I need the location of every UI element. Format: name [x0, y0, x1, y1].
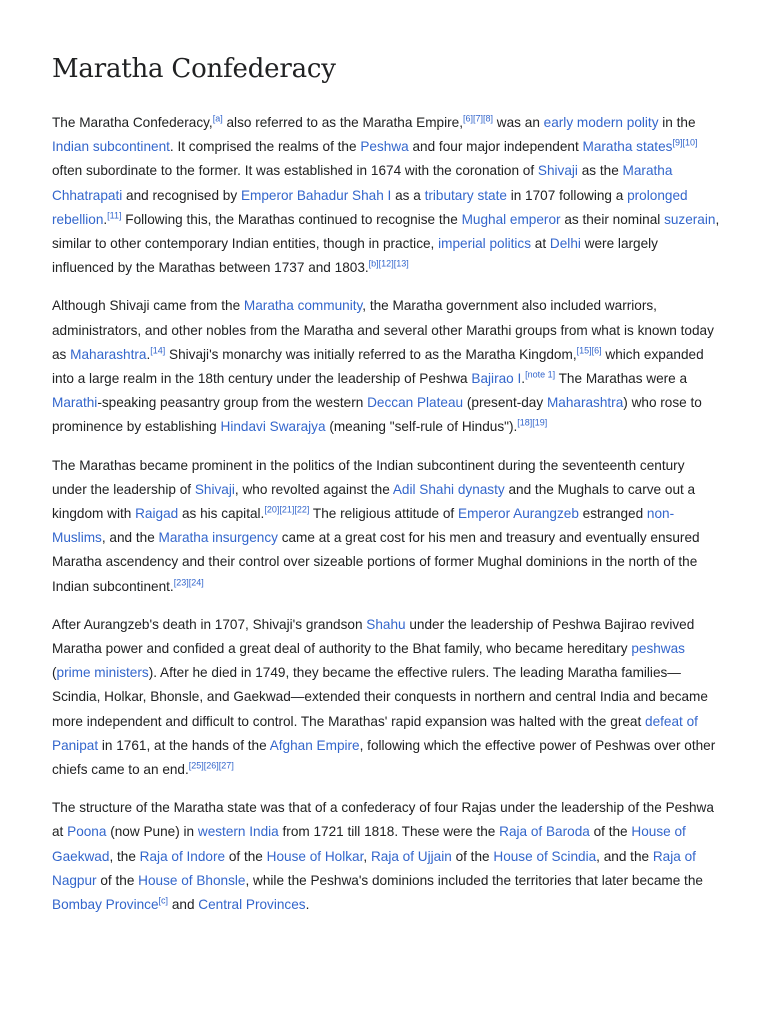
footnote-link[interactable]: [18][19]	[517, 417, 548, 428]
footnote-reference	[264, 505, 309, 515]
footnote-reference	[525, 370, 555, 380]
article-link[interactable]: Maratha community	[243, 298, 363, 314]
text-run: .	[146, 346, 151, 362]
text-run: (present-day	[463, 395, 547, 411]
text-run: also referred to as the Maratha Empire,	[222, 115, 463, 130]
text-run: (now Pune) in	[106, 824, 198, 840]
text-run: The religious attitude of	[309, 506, 458, 522]
footnote-link[interactable]: [a]	[212, 113, 223, 124]
footnote-reference	[150, 345, 165, 355]
article-link[interactable]: Shivaji	[194, 481, 235, 497]
text-run: The Marathas were a	[555, 371, 688, 387]
article-link[interactable]: Bajirao I	[471, 371, 522, 387]
article-link[interactable]: suzerain	[664, 211, 716, 227]
text-run: . It comprised the realms of the	[169, 139, 361, 155]
article-link[interactable]: tributary state	[424, 187, 507, 203]
footnote-link[interactable]: [14]	[150, 345, 166, 356]
footnote-link[interactable]: [9][10]	[672, 137, 698, 148]
text-run: in 1707 following a	[506, 187, 628, 203]
text-run: , similar to other contemporary Indian entities, though in practice,	[52, 211, 720, 252]
article-link[interactable]: Maharashtra	[546, 395, 624, 411]
text-run: and the Mughals to carve out a kingdom with	[52, 481, 696, 522]
article-link[interactable]: House of Scindia	[493, 848, 597, 864]
text-run: in 1761, at the hands of the	[98, 737, 270, 753]
article-link[interactable]: Raja of Ujjain	[370, 848, 452, 864]
footnote-reference	[369, 259, 409, 269]
footnote-reference	[577, 345, 602, 355]
article-link[interactable]: Emperor Bahadur Shah I	[240, 187, 392, 203]
text-run: which expanded into a large realm in the 18th century under the leadership of Peshwa	[52, 346, 704, 387]
article-link[interactable]: peshwas	[631, 641, 685, 657]
article-link[interactable]: Maratha Chhatrapati	[52, 163, 673, 203]
article-link[interactable]: Delhi	[549, 236, 581, 252]
footnote-link[interactable]: [25][26][27]	[188, 760, 234, 771]
footnote-link[interactable]: [6][7][8]	[463, 113, 494, 124]
article-link[interactable]: Raja of Indore	[139, 848, 226, 864]
article-link[interactable]: Emperor Aurangzeb	[458, 506, 579, 522]
article-content	[52, 0, 720, 917]
footnote-link[interactable]: [note 1]	[525, 369, 556, 380]
article-link[interactable]: Adil Shahi dynasty	[392, 481, 505, 497]
footnote-reference	[213, 113, 223, 123]
footnote-link[interactable]: [c]	[158, 895, 169, 906]
article-link[interactable]: Maharashtra	[70, 346, 147, 362]
text-run: and recognised by	[122, 187, 241, 203]
footnote-link[interactable]: [11]	[107, 210, 122, 221]
text-run: from 1721 till 1818. These were the	[278, 824, 500, 840]
article-link[interactable]: Hindavi Swarajya	[220, 419, 326, 435]
article-link[interactable]: Indian subcontinent	[52, 139, 170, 155]
article-link[interactable]: western India	[197, 824, 279, 840]
text-run: After Aurangzeb's death in 1707, Shivaji's grandson	[52, 616, 367, 632]
article-link[interactable]: prolonged rebellion	[52, 187, 688, 227]
article-link[interactable]: Shivaji	[537, 163, 578, 179]
text-run: , following which the effective power of Peshwas over other chiefs came to an end.	[52, 737, 716, 778]
text-run: of the	[451, 848, 494, 864]
text-run: under the leadership of Peshwa Bajirao revived Maratha power and confided a great deal of authority to the Bhat family, who became hereditary	[52, 616, 695, 657]
article-link[interactable]: Raigad	[135, 506, 179, 522]
text-run: ). After he died in 1749, they became the effective rulers. The leading Maratha families—Scindia, Holkar, Bhonsle, and Gaekwad—extended their conquests in northern and central India and became more independent and difficult to control. The Marathas' rapid expansion was halted with the great	[52, 665, 708, 729]
page-title: Maratha Confederacy	[52, 54, 336, 84]
text-run: were largely influenced by the Marathas between 1737 and 1803.	[52, 236, 658, 276]
article-link[interactable]: Shahu	[366, 616, 406, 632]
article-link[interactable]: Raja of Baroda	[499, 824, 590, 840]
article-link[interactable]: Mughal emperor	[461, 211, 561, 227]
article-link[interactable]: prime ministers	[56, 665, 149, 681]
article-link[interactable]: Marathi	[52, 395, 98, 411]
text-run: of the	[589, 824, 632, 840]
text-run: as his capital.	[178, 506, 265, 522]
text-run: Although Shivaji came from the	[52, 298, 244, 314]
article-link[interactable]: Afghan Empire	[269, 737, 360, 753]
text-run: Shivaji's monarchy was initially referred to as the Maratha Kingdom,	[165, 346, 577, 362]
article-link[interactable]: Raja of Nagpur	[52, 848, 696, 888]
article-link[interactable]: Peshwa	[360, 139, 409, 155]
article-link[interactable]: Poona	[67, 824, 107, 840]
footnote-link[interactable]: [b][12][13]	[368, 258, 409, 269]
article-link[interactable]: Maratha states	[582, 139, 673, 155]
text-run: and	[168, 897, 199, 913]
text-run: The Maratha Confederacy,	[52, 115, 213, 130]
text-run: as their nominal	[560, 211, 665, 227]
article-link[interactable]: early modern polity	[543, 115, 659, 130]
text-run: of the	[225, 848, 267, 864]
article-link[interactable]: Maratha insurgency	[158, 530, 278, 546]
text-run: ) who rose to prominence by establishing	[52, 395, 702, 435]
article-link[interactable]: Bombay Province	[52, 897, 159, 913]
text-run: Following this, the Marathas continued to recognise the	[121, 211, 462, 227]
text-run: , and the	[101, 530, 159, 546]
article-link[interactable]: Central Provinces	[198, 897, 306, 913]
footnote-reference	[189, 761, 234, 771]
text-run: The Marathas became prominent in the politics of the Indian subcontinent during the seventeenth century under the leadership of	[52, 457, 685, 497]
text-run: -speaking peasantry group from the western	[97, 395, 368, 411]
text-run: estranged	[578, 506, 647, 522]
footnote-reference	[159, 896, 169, 906]
text-run: as the	[577, 163, 623, 179]
paragraph-4	[52, 613, 720, 782]
paragraph-2	[52, 294, 720, 439]
text-run: .	[305, 897, 310, 913]
text-run: , who revolted against the	[234, 481, 393, 497]
paragraph-5	[52, 796, 720, 917]
text-run: as a	[391, 187, 425, 203]
text-run: often subordinate to the former. It was established in 1674 with the coronation of	[52, 163, 538, 179]
paragraph-1	[52, 111, 720, 280]
text-run: .	[521, 371, 526, 387]
text-run: of the	[96, 872, 139, 888]
text-run: came at a great cost for his men and treasury and eventually ensured Maratha ascendency and their control over sizeable portions of former Mughal dominions in the north of the Indian subcontinent.	[52, 530, 700, 594]
footnote-reference	[174, 577, 204, 587]
article-link[interactable]: defeat of Panipat	[52, 713, 698, 753]
article-link[interactable]: Deccan Plateau	[367, 395, 464, 411]
text-run: and four major independent	[408, 139, 583, 155]
text-run: .	[103, 211, 108, 227]
text-run: (meaning "self-rule of Hindus").	[325, 419, 518, 435]
article-link[interactable]: House of Bhonsle	[138, 872, 246, 888]
text-run: (	[52, 665, 57, 681]
text-run: , and the	[596, 848, 653, 864]
text-run: ,	[363, 848, 371, 864]
article-link[interactable]: non-Muslims	[52, 506, 675, 546]
paragraph-3	[52, 454, 720, 599]
footnote-reference	[107, 210, 121, 220]
footnote-reference	[463, 113, 493, 123]
article-link[interactable]: House of Gaekwad	[52, 824, 686, 864]
article-link[interactable]: imperial politics	[438, 236, 532, 252]
footnote-link[interactable]: [15][6]	[576, 345, 602, 356]
text-run: , while the Peshwa's dominions included the territories that later became the	[245, 872, 703, 888]
text-run: at	[531, 236, 550, 252]
footnote-reference	[672, 138, 697, 148]
text-run: The structure of the Maratha state was that of a confederacy of four Rajas under the leadership of the Peshwa at	[52, 800, 714, 840]
text-run: , the Maratha government also included warriors, administrators, and other nobles from the Maratha and several other Marathi groups from what is known today as	[52, 298, 714, 362]
footnote-link[interactable]: [20][21][22]	[264, 504, 310, 515]
footnote-reference	[517, 418, 547, 428]
text-run: , the	[109, 848, 140, 864]
footnote-link[interactable]: [23][24]	[173, 577, 204, 588]
text-run: was an	[493, 115, 544, 130]
text-run: in the	[658, 115, 696, 130]
article-link[interactable]: House of Holkar	[266, 848, 364, 864]
